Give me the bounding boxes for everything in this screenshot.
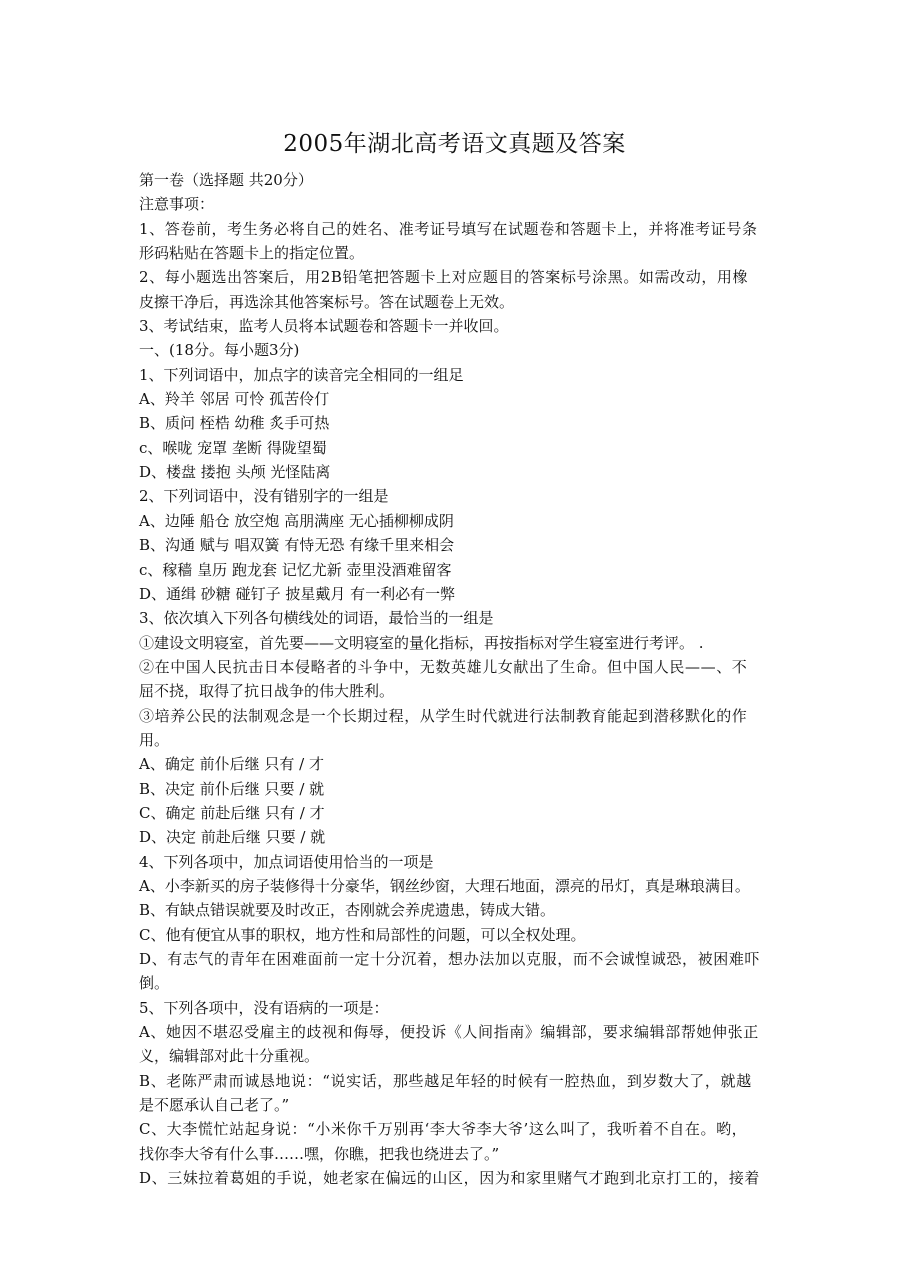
text-line: B、老陈严肃而诚恳地说：“说实话，那些越足年轻的时候有一腔热血，到岁数大了，就越 — [139, 1071, 752, 1090]
text-line: 5、下列各项中，没有语病的一项是： — [139, 998, 389, 1017]
text-line: 2、下列词语中，没有错别字的一组是 — [139, 487, 389, 506]
text-line: 用。 — [139, 730, 170, 749]
text-line: C、确定 前赴后继 只有 / 才 — [139, 803, 325, 822]
text-line: A、确定 前仆后继 只有 / 才 — [139, 755, 324, 774]
text-line: A、羚羊 邻居 可怜 孤苦伶仃 — [139, 390, 330, 409]
text-line: B、有缺点错误就要及时改正，杏刚就会养虎遗患，铸成大错。 — [139, 901, 556, 920]
text-line: A、小李新买的房子装修得十分豪华，钢丝纱窗，大理石地面，漂亮的吊灯，真是琳琅满目。 — [139, 876, 750, 895]
text-line: D、楼盘 搂抱 头颅 光怪陆离 — [139, 463, 331, 482]
text-line: 是不愿承认自己老了。” — [139, 1096, 290, 1115]
text-line: ③培养公民的法制观念是一个长期过程，从学生时代就进行法制教育能起到潜移默化的作 — [139, 706, 748, 725]
text-line: 倒。 — [139, 974, 170, 993]
text-line: 1、下列词语中，加点字的读音完全相同的一组足 — [139, 365, 464, 384]
text-line: 义，编辑部对此十分重视。 — [139, 1047, 320, 1066]
text-line: A、边陲 船仓 放空炮 高朋满座 无心插柳柳成阴 — [139, 511, 454, 530]
text-line: c、稼穑 皇历 跑龙套 记忆尤新 壶里没酒难留客 — [139, 560, 452, 579]
text-line: 4、下列各项中，加点词语使用恰当的一项是 — [139, 852, 434, 871]
text-line: ①建设文明寝室，首先要——文明寝室的量化指标，再按指标对学生寝室进行考评。 . — [139, 633, 704, 652]
text-line: ②在中国人民抗击日本侵略者的斗争中，无数英雄儿女献出了生命。但中国人民——、不 — [139, 657, 748, 676]
text-line: 1、答卷前，考生务必将自己的姓名、准考证号填写在试题卷和答题卡上，并将准考证号条 — [139, 219, 758, 238]
text-line: D、决定 前赴后继 只要 / 就 — [139, 828, 326, 847]
text-line: D、三妹拉着葛姐的手说，她老家在偏远的山区，因为和家里赌气才跑到北京打工的，接着 — [139, 1169, 761, 1188]
text-line: 屈不挠，取得了抗日战争的伟大胜利。 — [139, 682, 395, 701]
text-line: C、大李慌忙站起身说：“小米你千万别再‘李大爷李大爷’这么叫了，我听着不自在。哟， — [139, 1120, 748, 1139]
text-line: 皮擦干净后，再选涂其他答案标号。答在试题卷上无效。 — [139, 292, 515, 311]
text-line: c、喉咙 宠罩 垄断 得陇望蜀 — [139, 438, 327, 457]
text-line: B、沟通 赋与 唱双簧 有恃无恐 有缘千里来相会 — [139, 536, 455, 555]
text-line: 3、考试结束，监考人员将本试题卷和答题卡一并收回。 — [139, 317, 509, 336]
document-title: 2005年湖北高考语文真题及答案 — [283, 131, 626, 157]
text-line: D、通缉 砂糖 碰钉子 披星戴月 有一利必有一弊 — [139, 584, 456, 603]
text-line: 3、依次填入下列各句横线处的词语，最恰当的一组是 — [139, 609, 494, 628]
text-line: 第一卷（选择题 共20分） — [139, 171, 313, 189]
document-body — [139, 168, 779, 1190]
text-line: 形码粘贴在答题卡上的指定位置。 — [139, 244, 365, 263]
text-line: 2、每小题选出答案后，用2B铅笔把答题卡上对应题目的答案标号涂黑。如需改动，用橡 — [139, 268, 749, 287]
text-line: B、决定 前仆后继 只要 / 就 — [139, 779, 325, 798]
text-line: B、质问 桎梏 幼稚 炙手可热 — [139, 414, 330, 433]
text-line: 注意事项： — [139, 195, 215, 214]
text-line: C、他有便宜从事的职权，地方性和局部性的问题，可以全权处理。 — [139, 925, 586, 944]
text-line: 一、(18分。每小题3分) — [139, 341, 300, 360]
text-line: D、有志气的青年在困难面前一定十分沉着，想办法加以克服，而不会诚惶诚恐，被困难吓 — [139, 950, 761, 968]
text-line: 找你李大爷有什么事……嘿，你瞧，把我也绕进去了。” — [139, 1144, 500, 1163]
text-line: A、她因不堪忍受雇主的歧视和侮辱，便投诉《人间指南》编辑部，要求编辑部帮她伸张正 — [139, 1023, 759, 1042]
